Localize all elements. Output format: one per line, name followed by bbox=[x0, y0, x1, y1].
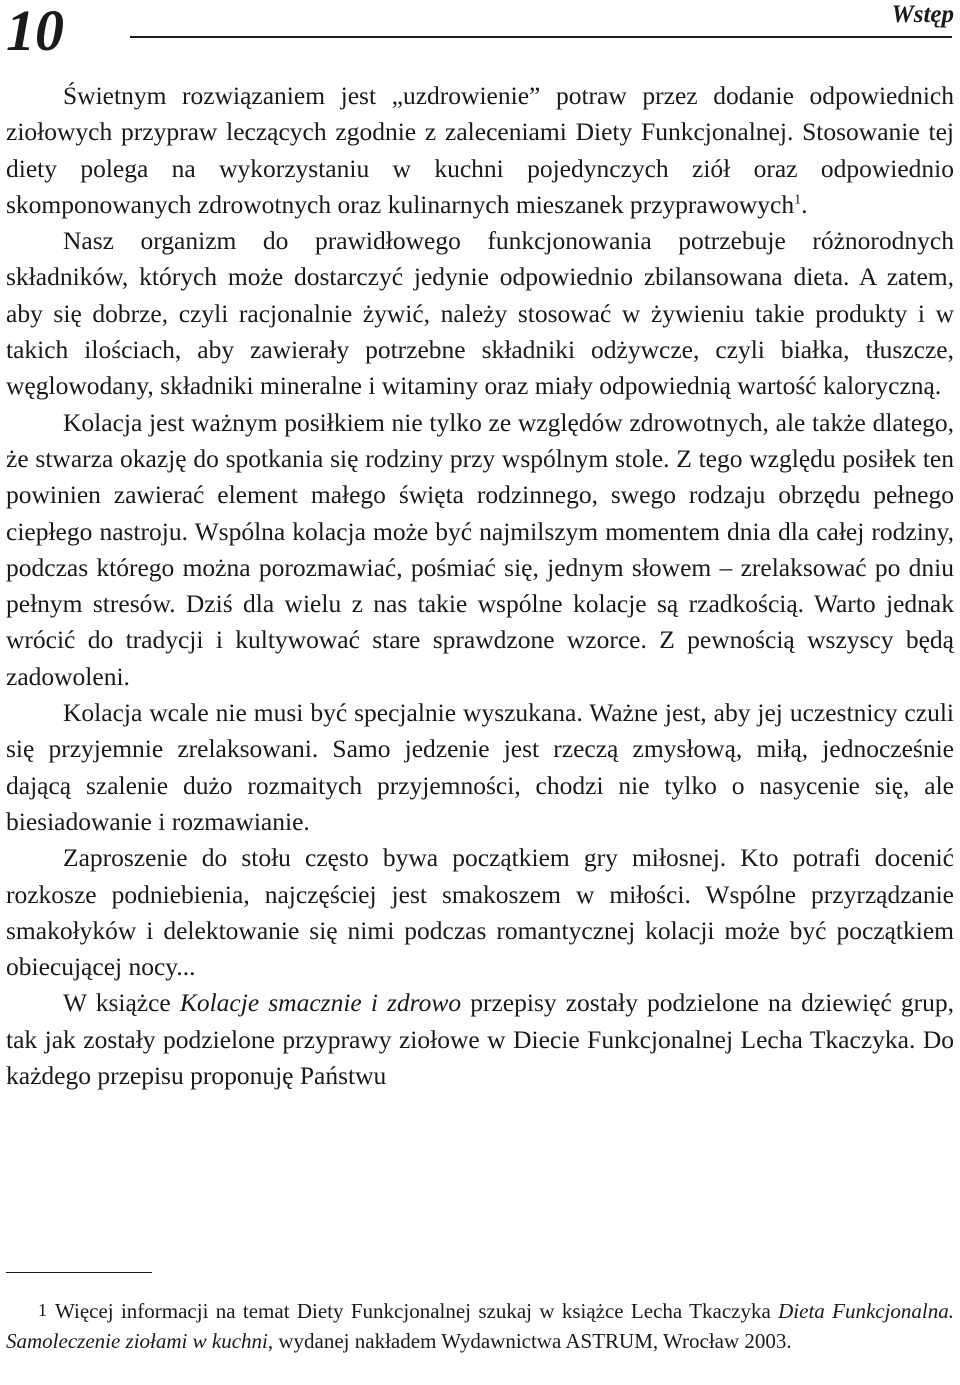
paragraph-6-start: W książce bbox=[63, 988, 180, 1018]
book-title: Kolacje smacznie i zdrowo bbox=[179, 988, 462, 1018]
paragraph-5: Zaproszenie do stołu często bywa początkiem gry miłosnej. Kto potrafi docenić rozkosze podniebienia, najczęściej jest smakoszem w miłości. Wspólne przyrządzanie smakołyków i delektowanie się nimi podczas romantycznej kolacji może być początkiem obiecującej nocy... bbox=[6, 843, 954, 982]
footnote-text-end: , wydanej nakładem Wydawnictwa ASTRUM, Wrocław 2003. bbox=[267, 1329, 792, 1353]
footnote-title: Dieta Funkcjonalna. Samoleczenie ziołami w kuchni bbox=[6, 1299, 955, 1353]
footnote-ref[interactable]: 1 bbox=[794, 192, 802, 208]
footnote-rule bbox=[6, 1272, 152, 1273]
footnote bbox=[6, 1295, 954, 1356]
paragraph-1-text: Świetnym rozwiązaniem jest „uzdrowienie” potraw przez dodanie odpowiednich ziołowych przypraw leczących zgodnie z zaleceniami Diety Funkcjonalnej. Stosowanie tej diety polega na wykorzystaniu w kuchni pojedynczych ziół oraz odpowiednio skomponowanych zdrowotnych oraz kulinarnych mieszanek przyprawowych bbox=[6, 81, 954, 219]
body-text bbox=[6, 78, 954, 1094]
footnote-text-start: Więcej informacji na temat Diety Funkcjonalnej szukaj w książce Lecha Tkaczyka bbox=[55, 1299, 779, 1323]
footnote-number: 1 bbox=[38, 1300, 47, 1320]
paragraph-4: Kolacja wcale nie musi być specjalnie wyszukana. Ważne jest, aby jej uczestnicy czuli się przyjemnie zrelaksowani. Samo jedzenie jest rzeczą zmysłową, miłą, jednocześnie dającą szalenie dużo rozmaitych przyjemności, chodzi nie tylko o nasycenie się, ale biesiadowanie i rozmawianie. bbox=[6, 698, 954, 836]
header-rule bbox=[130, 36, 952, 38]
paragraph-6 bbox=[6, 985, 954, 1094]
paragraph-3: Kolacja jest ważnym posiłkiem nie tylko ze względów zdrowotnych, ale także dlatego, że stwarza okazję do spotkania się rodziny przy wspólnym stole. Z tego względu posiłek ten powinien zawierać element małego święta rodzinnego, swego rodzaju obrzędu pełnego ciepłego nastroju. Wspólna kolacja może być najmilszym momentem dnia dla całej rodziny, podczas którego można porozmawiać, pośmiać się, jednym słowem – zrelaksować po dniu pełnym stresów. Dziś dla wielu z nas takie wspólne kolacje są rzadkością. Warto jednak wrócić do tradycji i kultywować stare sprawdzone wzorce. Z pewnością wszyscy będą zadowoleni. bbox=[6, 407, 954, 691]
paragraph-6-rest: przepisy zostały podzielone na dziewięć grup, tak jak zostały podzielone przyprawy ziołowe w Diecie Funkcjonalnej Lecha Tkaczyka. Do każdego przepisu proponuję Państwu bbox=[6, 988, 954, 1091]
paragraph-2: Nasz organizm do prawidłowego funkcjonowania potrzebuje różnorodnych składników, których może dostarczyć jedynie odpowiednio zbilansowana dieta. A zatem, aby się dobrze, czyli racjonalnie żywić, należy stosować w żywieniu takie produkty i w takich ilościach, aby zawierały potrzebne składniki odżywcze, czyli białka, tłuszcze, węglowodany, składniki mineralne i witaminy oraz miały odpowiednią wartość kaloryczną. bbox=[6, 226, 954, 401]
paragraph-1 bbox=[6, 78, 954, 223]
running-head: Wstęp bbox=[884, 0, 955, 30]
paragraph-1-end: . bbox=[801, 189, 808, 219]
page-number: 10 bbox=[6, 0, 64, 63]
